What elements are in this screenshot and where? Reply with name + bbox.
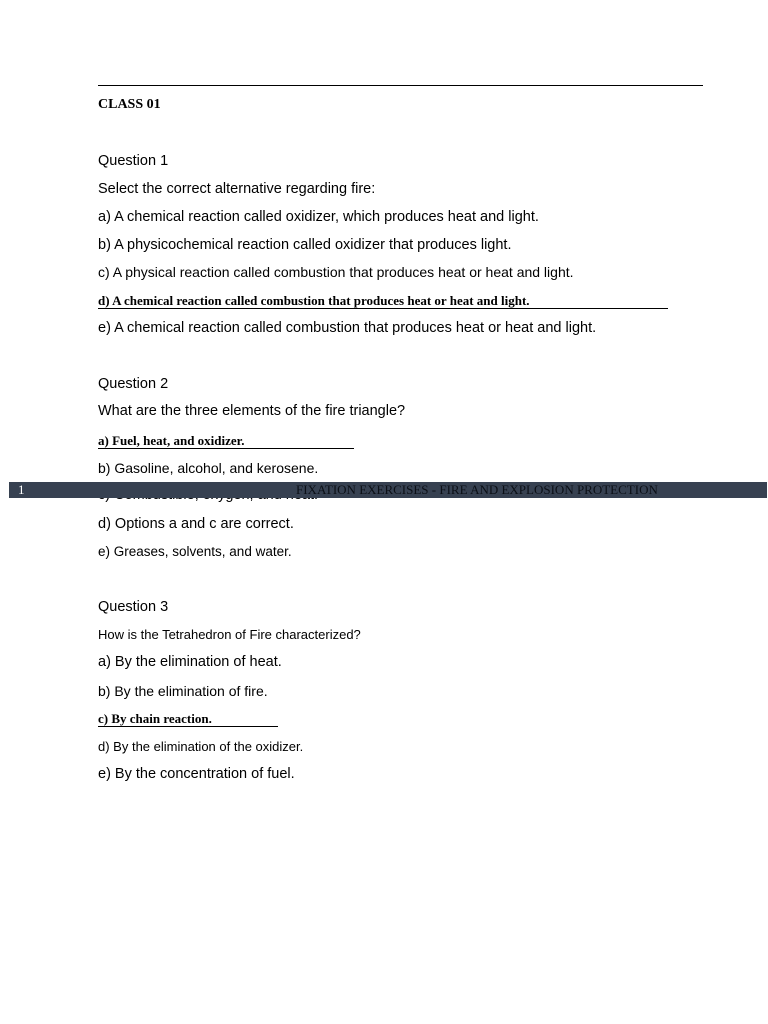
top-rule xyxy=(98,85,703,86)
question-1-option-e: e) A chemical reaction called combustion that produces heat or heat and light. xyxy=(98,320,597,336)
footer-title: FIXATION EXERCISES - FIRE AND EXPLOSION PROTECTION xyxy=(296,482,658,497)
question-2-option-d: d) Options a and c are correct. xyxy=(98,516,294,532)
question-2-label: Question 2 xyxy=(98,376,169,392)
question-2-option-b: b) Gasoline, alcohol, and kerosene. xyxy=(98,460,319,476)
question-2-prompt: What are the three elements of the fire triangle? xyxy=(98,403,406,419)
question-3-option-e: e) By the concentration of fuel. xyxy=(98,766,295,782)
question-3-option-c-correct: c) By chain reaction. xyxy=(98,711,278,727)
page-number: 1 xyxy=(18,482,25,497)
question-1-option-b: b) A physicochemical reaction called oxidizer that produces light. xyxy=(98,237,512,253)
question-1-label: Question 1 xyxy=(98,153,169,169)
question-3-option-d: d) By the elimination of the oxidizer. xyxy=(98,739,304,754)
class-title: CLASS 01 xyxy=(98,97,161,112)
question-1-prompt: Select the correct alternative regarding fire: xyxy=(98,181,376,197)
question-2-option-e: e) Greases, solvents, and water. xyxy=(98,544,292,559)
question-3-prompt: How is the Tetrahedron of Fire characterized? xyxy=(98,627,361,642)
question-3-option-b: b) By the elimination of fire. xyxy=(98,683,268,699)
question-3-label: Question 3 xyxy=(98,599,169,615)
question-1-option-c: c) A physical reaction called combustion that produces heat or heat and light. xyxy=(98,264,574,280)
question-3-option-a: a) By the elimination of heat. xyxy=(98,654,282,670)
question-2-option-a-correct: a) Fuel, heat, and oxidizer. xyxy=(98,433,354,449)
question-1-option-d-correct: d) A chemical reaction called combustion that produces heat or heat and light. xyxy=(98,293,668,309)
question-1-option-a: a) A chemical reaction called oxidizer, which produces heat and light. xyxy=(98,209,539,225)
